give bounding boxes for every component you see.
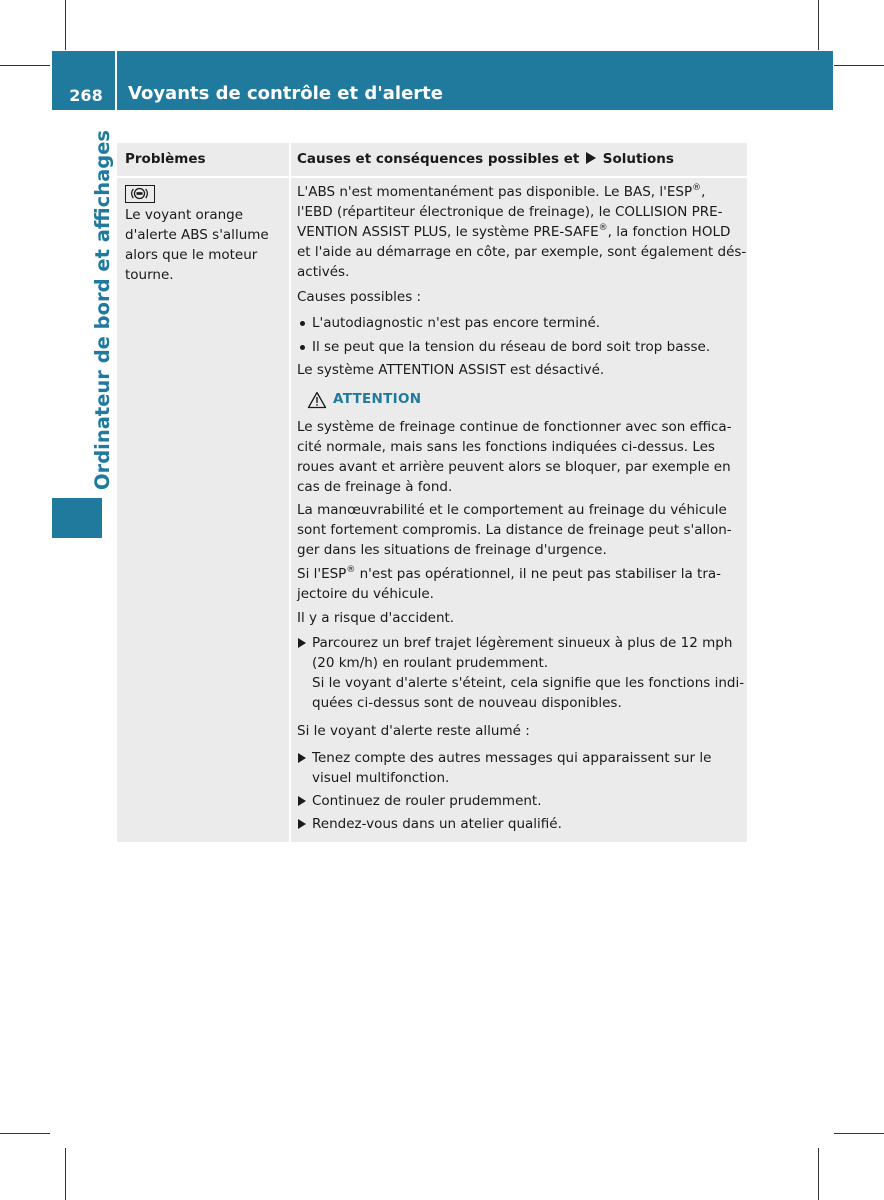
crop-mark	[818, 1148, 819, 1200]
column-header-causes-text: Causes et conséquences possibles et	[297, 151, 580, 167]
action-step-line: visuel multifonction.	[312, 770, 450, 786]
text-line	[297, 222, 745, 242]
text-line: et l'aide au démarrage en côte, par exemple, sont également dés-	[297, 244, 747, 260]
bullet-item: L'autodiagnostic n'est pas encore terminé.	[312, 315, 601, 331]
crop-mark	[0, 1133, 50, 1134]
text-span: VENTION ASSIST PLUS, le système PRE-SAFE	[297, 224, 599, 240]
text-line: Causes possibles :	[297, 289, 422, 305]
column-header-solutions-text: Solutions	[602, 151, 674, 167]
crop-mark	[65, 1148, 66, 1200]
arrow-right-icon	[298, 753, 306, 763]
warning-text-line: cas de freinage à fond.	[297, 479, 453, 495]
header-divider	[115, 51, 117, 110]
page-number: 268	[69, 86, 103, 105]
warning-text-line: jectoire du véhicule.	[297, 586, 434, 602]
bullet-item: Il se peut que la tension du réseau de bord soit trop basse.	[312, 339, 711, 355]
warning-text-line: Il y a risque d'accident.	[297, 610, 455, 626]
attention-label: ATTENTION	[333, 391, 422, 407]
abs-warning-icon	[125, 185, 155, 203]
section-side-title: Ordinateur de bord et affichages	[91, 129, 114, 490]
text-line: Si le voyant d'alerte reste allumé :	[297, 723, 530, 739]
warning-text-line: La manœuvrabilité et le comportement au freinage du véhicule	[297, 502, 727, 518]
text-span: , la fonction HOLD	[607, 224, 731, 240]
warning-text-line: Le système de freinage continue de fonctionner avec son effica-	[297, 419, 732, 435]
section-side-tab	[52, 498, 102, 538]
column-header-causes	[297, 151, 674, 167]
action-step: Rendez-vous dans un atelier qualifié.	[312, 816, 562, 832]
text-line: Le système ATTENTION ASSIST est désactivé.	[297, 362, 605, 378]
text-span: ,	[701, 184, 706, 200]
warning-text-line: roues avant et arrière peuvent alors se bloquer, par exemple en	[297, 459, 731, 475]
text-line: activés.	[297, 264, 350, 280]
page-title: Voyants de contrôle et d'alerte	[128, 83, 443, 104]
bullet-icon	[300, 345, 305, 350]
text-span: Si l'ESP	[297, 566, 347, 582]
action-step-line: (20 km/h) en roulant prudemment.	[312, 655, 549, 671]
crop-mark	[834, 65, 884, 66]
action-step: Tenez compte des autres messages qui apparaissent sur le	[312, 750, 712, 766]
warning-text-line: ger dans les situations de freinage d'urgence.	[297, 542, 607, 558]
column-header-problems: Problèmes	[125, 151, 206, 167]
problems-table	[117, 143, 747, 842]
arrow-right-icon	[298, 638, 306, 648]
crop-mark	[834, 1133, 884, 1134]
crop-mark	[0, 65, 50, 66]
warning-text-line: cité normale, mais sans les fonctions indiquées ci-dessus. Les	[297, 439, 715, 455]
warning-text-line: sont fortement compromis. La distance de freinage peut s'allon-	[297, 522, 732, 538]
column-divider	[289, 143, 291, 842]
warning-text-line	[297, 564, 745, 584]
action-step: Parcourez un bref trajet légèrement sinueux à plus de 12 mph	[312, 635, 733, 651]
registered-mark: ®	[598, 223, 608, 233]
crop-mark	[818, 0, 819, 50]
problem-description: Le voyant orange d'alerte ABS s'allume alors que le moteur tourne.	[125, 207, 269, 283]
action-step: Continuez de rouler prudemment.	[312, 793, 542, 809]
warning-triangle-icon	[307, 391, 327, 409]
text-line: l'EBD (répartiteur électronique de freinage), le COLLISION PRE-	[297, 204, 723, 220]
text-span: n'est pas opérationnel, il ne peut pas stabiliser la tra-	[355, 566, 722, 582]
crop-mark	[65, 0, 66, 50]
action-step-line: Si le voyant d'alerte s'éteint, cela signifie que les fonctions indi-	[312, 675, 745, 691]
text-line	[297, 182, 745, 202]
action-step-line: quées ci-dessus sont de nouveau disponibles.	[312, 695, 622, 711]
header-row-divider	[117, 176, 747, 178]
arrow-right-icon	[298, 819, 306, 829]
bullet-icon	[300, 321, 305, 326]
arrow-right-icon	[586, 152, 596, 164]
text-span: L'ABS n'est momentanément pas disponible. Le BAS, l'ESP	[297, 184, 693, 200]
registered-mark: ®	[692, 183, 702, 193]
registered-mark: ®	[346, 565, 356, 575]
arrow-right-icon	[298, 796, 306, 806]
